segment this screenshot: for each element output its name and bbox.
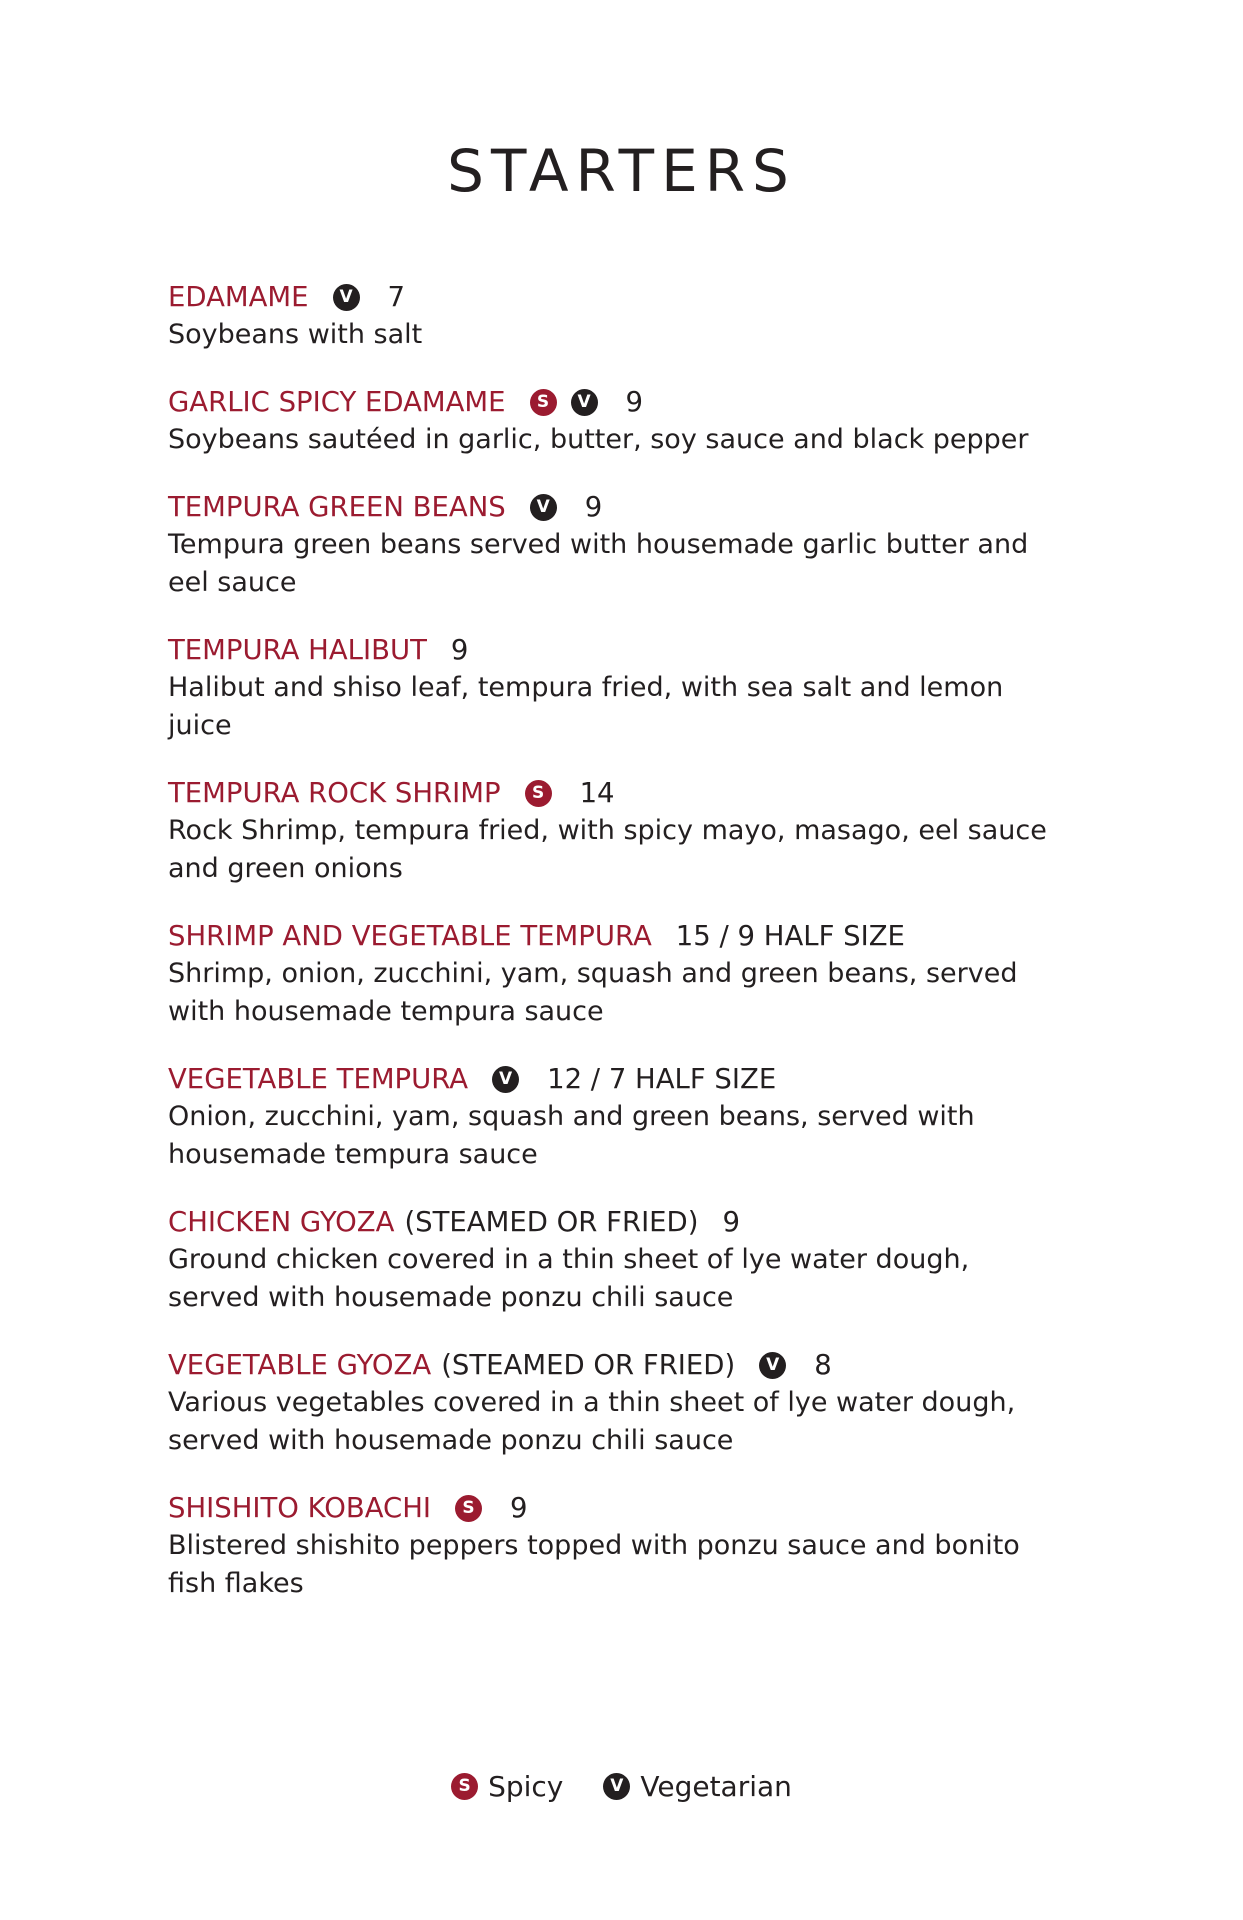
menu-item-header — [168, 917, 1098, 955]
menu-item-header — [168, 383, 1098, 421]
menu-item-name: TEMPURA ROCK SHRIMP — [168, 777, 501, 809]
menu-item — [168, 917, 1098, 1031]
menu-item-badges — [530, 494, 571, 521]
menu-item — [168, 631, 1098, 745]
menu-item-price: 9 — [450, 634, 469, 666]
legend-vegetarian-label: Vegetarian — [640, 1770, 792, 1803]
menu-item-description: Soybeans sautéed in garlic, butter, soy sauce and black pepper — [168, 424, 1029, 455]
menu-item-header — [168, 1203, 1098, 1241]
menu-item-note: (STEAMED OR FRIED) — [404, 1206, 699, 1238]
vegetarian-icon: V — [759, 1352, 786, 1379]
menu-item-note: (STEAMED OR FRIED) — [441, 1349, 736, 1381]
vegetarian-icon: V — [333, 284, 360, 311]
vegetarian-icon: V — [603, 1773, 630, 1800]
menu-item-name: EDAMAME — [168, 281, 309, 313]
page-title: STARTERS — [447, 137, 796, 205]
spicy-icon: S — [525, 780, 552, 807]
spicy-icon: S — [451, 1773, 478, 1800]
menu-item-name: TEMPURA GREEN BEANS — [168, 491, 506, 523]
menu-item-name: SHRIMP AND VEGETABLE TEMPURA — [168, 920, 652, 952]
legend-spicy — [451, 1770, 563, 1803]
legend — [0, 1770, 1243, 1803]
menu-item-description: Shrimp, onion, zucchini, yam, squash and green beans, served with housemade tempura sauce — [168, 958, 1018, 1027]
menu-item-description: Onion, zucchini, yam, squash and green beans, served with housemade tempura sauce — [168, 1101, 975, 1170]
menu-item — [168, 383, 1098, 459]
menu-item-price: 8 — [814, 1349, 832, 1381]
menu-item-name: VEGETABLE GYOZA — [168, 1349, 432, 1381]
menu-item-header — [168, 774, 1098, 812]
menu-item-badges — [525, 780, 566, 807]
legend-vegetarian — [603, 1770, 792, 1803]
menu-item-price: 9 — [625, 386, 644, 418]
menu-item-description: Various vegetables covered in a thin sheet of lye water dough, served with housemade ponzu chili sauce — [168, 1387, 1016, 1456]
menu-item-name: CHICKEN GYOZA — [168, 1206, 395, 1238]
menu-item-description: Ground chicken covered in a thin sheet of lye water dough, served with housemade ponzu chili sauce — [168, 1244, 970, 1313]
menu-item — [168, 278, 1098, 354]
menu-item-price: 7 — [387, 281, 406, 313]
menu-item-name: SHISHITO KOBACHI — [168, 1492, 432, 1524]
menu-item-header — [168, 278, 1098, 316]
menu-item-description: Halibut and shiso leaf, tempura fried, with sea salt and lemon juice — [168, 672, 1004, 741]
menu-item-header — [168, 1346, 1098, 1384]
menu-item-description: Rock Shrimp, tempura fried, with spicy mayo, masago, eel sauce and green onions — [168, 815, 1047, 884]
vegetarian-icon: V — [492, 1066, 519, 1093]
menu-item-badges — [455, 1495, 496, 1522]
menu-item — [168, 1060, 1098, 1174]
menu-item-name: GARLIC SPICY EDAMAME — [168, 386, 506, 418]
spicy-icon: S — [530, 389, 557, 416]
menu-item-description: Blistered shishito peppers topped with ponzu sauce and bonito fish flakes — [168, 1530, 1020, 1599]
menu-item-description: Soybeans with salt — [168, 319, 423, 350]
menu-item — [168, 1203, 1098, 1317]
menu-item-header — [168, 488, 1098, 526]
vegetarian-icon: V — [571, 389, 598, 416]
legend-spicy-label: Spicy — [488, 1770, 564, 1803]
menu-item — [168, 1346, 1098, 1460]
menu-item-price: 9 — [584, 491, 603, 523]
spicy-icon: S — [455, 1495, 482, 1522]
menu-item-badges — [333, 284, 374, 311]
menu-item-name: VEGETABLE TEMPURA — [168, 1063, 469, 1095]
menu-item-price: 9 — [722, 1206, 740, 1238]
menu-item-header — [168, 1060, 1098, 1098]
vegetarian-icon: V — [530, 494, 557, 521]
menu-item-badges — [530, 389, 612, 416]
menu-item — [168, 1489, 1098, 1603]
menu-list — [168, 278, 1098, 1632]
menu-item-header — [168, 1489, 1098, 1527]
menu-item-price: 9 — [510, 1492, 528, 1524]
menu-item-description: Tempura green beans served with housemade garlic butter and eel sauce — [168, 529, 1029, 598]
menu-item-badges — [759, 1352, 800, 1379]
menu-item-price: 14 — [579, 777, 615, 809]
menu-item-price: 15 / 9 HALF SIZE — [675, 920, 905, 952]
menu-item-price: 12 / 7 HALF SIZE — [547, 1063, 777, 1095]
menu-item-header — [168, 631, 1098, 669]
menu-item — [168, 488, 1098, 602]
menu-item — [168, 774, 1098, 888]
menu-item-name: TEMPURA HALIBUT — [168, 634, 427, 666]
menu-item-badges — [492, 1066, 533, 1093]
